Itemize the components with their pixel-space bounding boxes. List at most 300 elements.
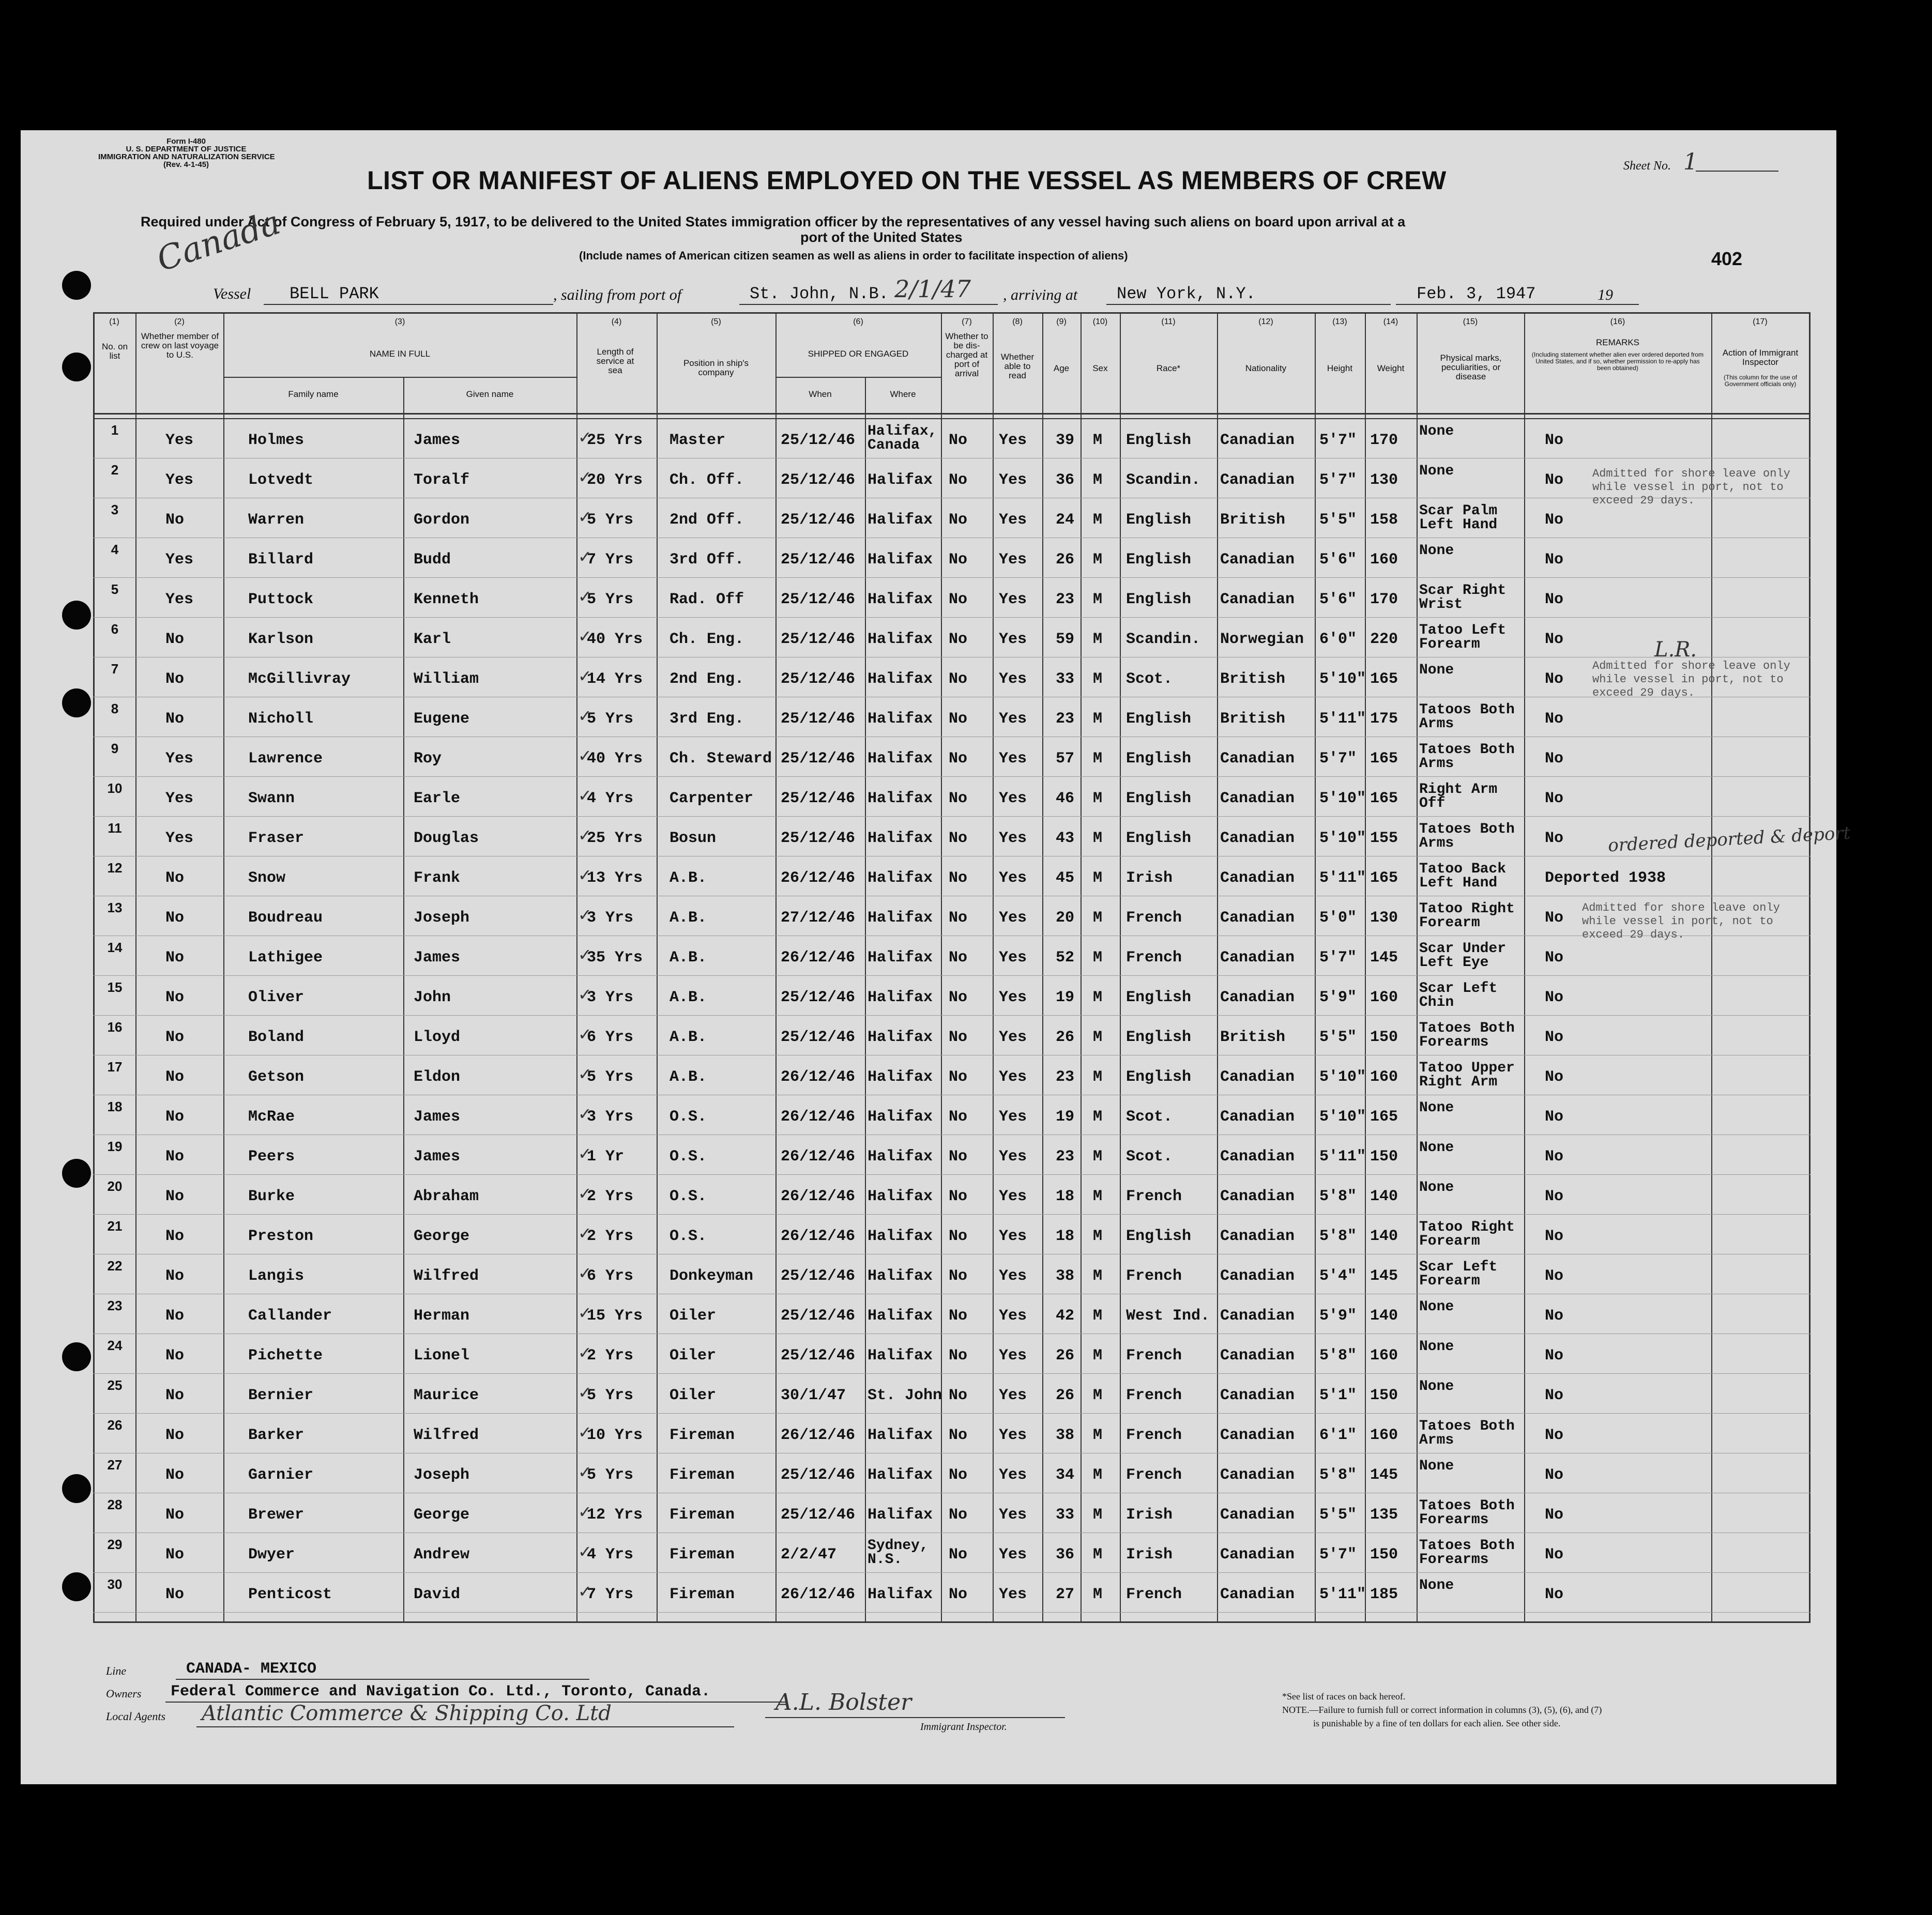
height: 5'5" (1319, 511, 1357, 529)
position: Ch. Eng. (670, 631, 744, 648)
weight: 160 (1370, 989, 1398, 1006)
age: 24 (1056, 511, 1075, 529)
weight: 158 (1370, 511, 1398, 529)
sex: M (1093, 989, 1103, 1006)
row-divider (93, 1612, 1811, 1613)
discharged: No (949, 1307, 968, 1325)
header-position: Position in ship's company (683, 358, 749, 377)
given-name: George (414, 1228, 470, 1245)
weight: 140 (1370, 1228, 1398, 1245)
shipped-when: 25/12/46 (781, 1506, 856, 1524)
given-name: Joseph (414, 909, 470, 927)
height: 5'11" (1319, 710, 1366, 728)
crew-last-voyage: No (165, 1466, 185, 1484)
race: English (1126, 511, 1192, 529)
discharged: No (949, 869, 968, 887)
physical-marks: Tatoo Right Forearm (1419, 1219, 1515, 1249)
check-mark-icon: ✓ (578, 1502, 592, 1522)
row-divider (93, 776, 1811, 777)
physical-marks: Tatoes Both Arms (1419, 1418, 1515, 1448)
length-of-service: 25 Yrs (587, 830, 643, 847)
family-name: Garnier (248, 1466, 314, 1484)
age: 36 (1056, 471, 1075, 489)
shipped-when: 26/12/46 (781, 1068, 856, 1086)
height: 5'9" (1319, 989, 1357, 1006)
nationality: British (1220, 1029, 1286, 1046)
age: 26 (1056, 1029, 1075, 1046)
family-name: Karlson (248, 631, 314, 648)
header-age: Age (1053, 363, 1070, 373)
weight: 150 (1370, 1029, 1398, 1046)
shipped-when: 25/12/46 (781, 551, 856, 569)
shipped-where: Halifax (868, 1108, 933, 1126)
remarks: No (1545, 1029, 1564, 1046)
nationality: Canadian (1220, 1506, 1295, 1524)
height: 5'4" (1319, 1267, 1357, 1285)
sex: M (1093, 631, 1103, 648)
shipped-when: 25/12/46 (781, 750, 856, 768)
sex: M (1093, 471, 1103, 489)
given-name: Wilfred (414, 1267, 479, 1285)
crew-last-voyage: No (165, 1387, 185, 1404)
col-no-1: (1) (109, 317, 119, 326)
physical-marks: None (1419, 1299, 1454, 1315)
owners-value: Federal Commerce and Navigation Co. Ltd., Toronto, Canada. (171, 1683, 711, 1700)
position: A.B. (670, 869, 707, 887)
discharged: No (949, 1546, 968, 1564)
nationality: British (1220, 511, 1286, 529)
sailing-label: , sailing from port of (553, 286, 682, 303)
weight: 165 (1370, 790, 1398, 807)
crew-last-voyage: Yes (165, 432, 194, 449)
able-to-read: Yes (999, 471, 1027, 489)
remarks: No (1545, 1427, 1564, 1444)
position: O.S. (670, 1108, 707, 1126)
fine-note-1: NOTE.—Failure to furnish full or correct information in columns (3), (5), (6), and (7) (1282, 1705, 1602, 1715)
height: 6'1" (1319, 1427, 1357, 1444)
length-of-service: 5 Yrs (587, 710, 634, 728)
weight: 170 (1370, 591, 1398, 608)
sex: M (1093, 1427, 1103, 1444)
sex: M (1093, 1347, 1103, 1365)
arrival-date: Feb. 3, 1947 (1417, 284, 1536, 303)
weight: 160 (1370, 1068, 1398, 1086)
subtitle-2: port of the United States (800, 229, 963, 245)
check-mark-icon: ✓ (578, 1542, 592, 1561)
remarks: No (1545, 432, 1564, 449)
nationality: Canadian (1220, 1228, 1295, 1245)
age: 38 (1056, 1427, 1075, 1444)
shipped-when: 30/1/47 (781, 1387, 846, 1404)
nationality: Canadian (1220, 1068, 1295, 1086)
length-of-service: 40 Yrs (587, 750, 643, 768)
able-to-read: Yes (999, 631, 1027, 648)
position: 3rd Eng. (670, 710, 744, 728)
position: Ch. Steward (670, 750, 772, 768)
check-mark-icon: ✓ (578, 706, 592, 726)
discharged: No (949, 1228, 968, 1245)
remarks: No (1545, 1068, 1564, 1086)
family-name: Snow (248, 869, 286, 887)
row-number: 26 (107, 1417, 123, 1433)
age: 26 (1056, 1387, 1075, 1404)
race: English (1126, 790, 1192, 807)
nationality: Canadian (1220, 790, 1295, 807)
nationality: Canadian (1220, 1108, 1295, 1126)
shipped-where: Halifax (868, 1307, 933, 1325)
length-of-service: 2 Yrs (587, 1228, 634, 1245)
arriving-label: , arriving at (1003, 286, 1078, 303)
physical-marks: None (1419, 423, 1454, 439)
length-of-service: 25 Yrs (587, 432, 643, 449)
discharged: No (949, 1267, 968, 1285)
shipped-where: Halifax (868, 750, 933, 768)
check-mark-icon: ✓ (578, 626, 592, 646)
shipped-where: Halifax (868, 989, 933, 1006)
weight: 145 (1370, 1466, 1398, 1484)
race: Irish (1126, 869, 1173, 887)
check-mark-icon: ✓ (578, 1104, 592, 1124)
crew-table (93, 312, 1851, 1623)
discharged: No (949, 1466, 968, 1484)
height: 5'7" (1319, 750, 1357, 768)
weight: 145 (1370, 1267, 1398, 1285)
given-name: David (414, 1586, 461, 1603)
able-to-read: Yes (999, 790, 1027, 807)
nationality: Canadian (1220, 750, 1295, 768)
nationality: Canadian (1220, 869, 1295, 887)
race: English (1126, 989, 1192, 1006)
row-number: 20 (107, 1178, 123, 1194)
stamped-remark-row6: Admitted for shore leave only while vessel in port, not to exceed 29 days. (1592, 660, 1790, 699)
age: 33 (1056, 1506, 1075, 1524)
height: 5'10" (1319, 830, 1366, 847)
nationality: Norwegian (1220, 631, 1304, 648)
able-to-read: Yes (999, 1188, 1027, 1205)
check-mark-icon: ✓ (578, 746, 592, 765)
weight: 150 (1370, 1546, 1398, 1564)
crew-last-voyage: Yes (165, 551, 194, 569)
shipped-where: Halifax (868, 1427, 933, 1444)
given-name: Douglas (414, 830, 479, 847)
nationality: Canadian (1220, 989, 1295, 1006)
race: English (1126, 830, 1192, 847)
crew-last-voyage: Yes (165, 750, 194, 768)
length-of-service: 2 Yrs (587, 1347, 634, 1365)
form-title: LIST OR MANIFEST OF ALIENS EMPLOYED ON THE VESSEL AS MEMBERS OF CREW (367, 166, 1447, 195)
sex: M (1093, 1188, 1103, 1205)
remarks: No (1545, 1148, 1564, 1166)
shipped-where: Halifax (868, 670, 933, 688)
shipped-when: 25/12/46 (781, 631, 856, 648)
position: A.B. (670, 1029, 707, 1046)
col-no-10: (10) (1092, 317, 1108, 326)
nationality: Canadian (1220, 1546, 1295, 1564)
sheet-label: Sheet No. (1623, 159, 1671, 173)
sex: M (1093, 1029, 1103, 1046)
weight: 160 (1370, 551, 1398, 569)
length-of-service: 35 Yrs (587, 949, 643, 967)
length-of-service: 4 Yrs (587, 790, 634, 807)
length-of-service: 10 Yrs (587, 1427, 643, 1444)
race: Irish (1126, 1546, 1173, 1564)
weight: 170 (1370, 432, 1398, 449)
given-name: Lloyd (414, 1029, 461, 1046)
discharged: No (949, 1188, 968, 1205)
shipped-where: Halifax (868, 1188, 933, 1205)
remarks: No (1545, 591, 1564, 608)
physical-marks: None (1419, 1179, 1454, 1196)
row-number: 1 (111, 422, 119, 438)
race: French (1126, 909, 1182, 927)
row-divider (93, 1015, 1811, 1016)
sex: M (1093, 1387, 1103, 1404)
race: English (1126, 551, 1192, 569)
header-no-on-list: No. on list (101, 342, 128, 361)
discharged: No (949, 1108, 968, 1126)
shipped-when: 25/12/46 (781, 989, 856, 1006)
sex: M (1093, 790, 1103, 807)
weight: 165 (1370, 869, 1398, 887)
able-to-read: Yes (999, 869, 1027, 887)
position: Fireman (670, 1506, 735, 1524)
age: 20 (1056, 909, 1075, 927)
shipped-when: 25/12/46 (781, 471, 856, 489)
position: Fireman (670, 1427, 735, 1444)
height: 5'9" (1319, 1307, 1357, 1325)
able-to-read: Yes (999, 1506, 1027, 1524)
shipped-when: 25/12/46 (781, 432, 856, 449)
shipped-where: Halifax (868, 1228, 933, 1245)
handwritten-initials: L.R. (1654, 638, 1697, 662)
crew-last-voyage: No (165, 670, 185, 688)
check-mark-icon: ✓ (578, 587, 592, 606)
row-number: 29 (107, 1537, 123, 1552)
nationality: Canadian (1220, 551, 1295, 569)
check-mark-icon: ✓ (578, 1064, 592, 1084)
position: O.S. (670, 1228, 707, 1245)
manifest-sheet (21, 130, 1851, 1784)
crew-last-voyage: No (165, 1546, 185, 1564)
family-name: Lathigee (248, 949, 323, 967)
sex: M (1093, 1586, 1103, 1603)
local-agents-label: Local Agents (106, 1710, 166, 1723)
position: Oiler (670, 1307, 717, 1325)
able-to-read: Yes (999, 1068, 1027, 1086)
family-name: Bernier (248, 1387, 314, 1404)
sheet-number-block (1623, 149, 1698, 175)
length-of-service: 4 Yrs (587, 1546, 634, 1564)
position: A.B. (670, 1068, 707, 1086)
given-name: John (414, 989, 451, 1006)
crew-last-voyage: No (165, 1068, 185, 1086)
shipped-where: Halifax (868, 471, 933, 489)
length-of-service: 5 Yrs (587, 1466, 634, 1484)
race: English (1126, 432, 1192, 449)
shipped-where: Halifax (868, 830, 933, 847)
position: Carpenter (670, 790, 754, 807)
race: West Ind. (1126, 1307, 1210, 1325)
able-to-read: Yes (999, 1466, 1027, 1484)
crew-last-voyage: No (165, 1586, 185, 1603)
nationality: Canadian (1220, 909, 1295, 927)
height: 5'7" (1319, 949, 1357, 967)
position: A.B. (670, 909, 707, 927)
check-mark-icon: ✓ (578, 1024, 592, 1044)
punch-hole (62, 271, 91, 300)
given-name: Maurice (414, 1387, 479, 1404)
remarks: No (1545, 710, 1564, 728)
shipped-where: Halifax (868, 591, 933, 608)
shipped-when: 26/12/46 (781, 869, 856, 887)
weight: 140 (1370, 1307, 1398, 1325)
discharged: No (949, 1148, 968, 1166)
position: Ch. Off. (670, 471, 744, 489)
col-no-8: (8) (1012, 317, 1023, 326)
able-to-read: Yes (999, 909, 1027, 927)
remarks: No (1545, 511, 1564, 529)
remarks: No (1545, 830, 1564, 847)
height: 5'7" (1319, 432, 1357, 449)
weight: 130 (1370, 471, 1398, 489)
nationality: Canadian (1220, 1586, 1295, 1603)
shipped-when: 25/12/46 (781, 710, 856, 728)
weight: 185 (1370, 1586, 1398, 1603)
header-name-in-full: NAME IN FULL (369, 349, 431, 359)
remarks: No (1545, 949, 1564, 967)
crew-last-voyage: Yes (165, 591, 194, 608)
able-to-read: Yes (999, 1427, 1027, 1444)
nationality: Canadian (1220, 830, 1295, 847)
physical-marks: Tatoo Upper Right Arm (1419, 1060, 1515, 1090)
height: 5'8" (1319, 1347, 1357, 1365)
subtitle-3: (Include names of American citizen seamen as well as aliens in order to facilitate inspection of aliens) (579, 249, 1128, 262)
header-when: When (809, 389, 832, 399)
col-no-5: (5) (711, 317, 721, 326)
weight: 165 (1370, 750, 1398, 768)
remarks: No (1545, 631, 1564, 648)
able-to-read: Yes (999, 830, 1027, 847)
given-name: Herman (414, 1307, 470, 1325)
shipped-where: Halifax (868, 1029, 933, 1046)
row-divider (93, 1413, 1811, 1414)
height: 5'10" (1319, 790, 1366, 807)
age: 43 (1056, 830, 1075, 847)
weight: 160 (1370, 1347, 1398, 1365)
shipped-when: 25/12/46 (781, 591, 856, 608)
able-to-read: Yes (999, 1148, 1027, 1166)
family-name: Burke (248, 1188, 295, 1205)
shipped-where: Halifax (868, 909, 933, 927)
shipped-when: 26/12/46 (781, 1148, 856, 1166)
header-able-to-read: Whether able to read (1000, 352, 1035, 380)
sex: M (1093, 511, 1103, 529)
col-no-13: (13) (1332, 317, 1347, 326)
crew-last-voyage: No (165, 1148, 185, 1166)
header-sex: Sex (1092, 363, 1108, 373)
shipped-when: 25/12/46 (781, 1466, 856, 1484)
remarks: No (1545, 1108, 1564, 1126)
family-name: Lawrence (248, 750, 323, 768)
row-number: 24 (107, 1338, 123, 1353)
race: Scot. (1126, 1148, 1173, 1166)
discharged: No (949, 551, 968, 569)
stamp-number: 402 (1711, 248, 1743, 269)
age: 19 (1056, 989, 1075, 1006)
age: 59 (1056, 631, 1075, 648)
age: 39 (1056, 432, 1075, 449)
family-name: McRae (248, 1108, 295, 1126)
position: Donkeyman (670, 1267, 754, 1285)
height: 5'10" (1319, 1108, 1366, 1126)
local-agents-value: Atlantic Commerce & Shipping Co. Ltd (202, 1702, 612, 1725)
shipped-where: Halifax (868, 1466, 933, 1484)
nationality: Canadian (1220, 1148, 1295, 1166)
check-mark-icon: ✓ (578, 1184, 592, 1203)
shipped-where: Halifax (868, 1506, 933, 1524)
sex: M (1093, 1068, 1103, 1086)
family-name: Fraser (248, 830, 305, 847)
given-name: Joseph (414, 1466, 470, 1484)
col-no-4: (4) (611, 317, 622, 326)
length-of-service: 14 Yrs (587, 670, 643, 688)
height: 5'11" (1319, 869, 1366, 887)
row-number: 28 (107, 1497, 123, 1512)
height: 5'6" (1319, 551, 1357, 569)
family-name: Peers (248, 1148, 295, 1166)
nationality: Canadian (1220, 591, 1295, 608)
race: English (1126, 1068, 1192, 1086)
row-number: 22 (107, 1258, 123, 1274)
physical-marks: Tatoes Both Forearms (1419, 1538, 1515, 1568)
col-no-14: (14) (1383, 317, 1398, 326)
family-name: Boland (248, 1029, 305, 1046)
handwritten-deport-note: ordered deported & deport (1607, 822, 1851, 856)
physical-marks: Scar Right Wrist (1419, 583, 1507, 612)
check-mark-icon: ✓ (578, 507, 592, 527)
discharged: No (949, 790, 968, 807)
sex: M (1093, 1466, 1103, 1484)
check-mark-icon: ✓ (578, 786, 592, 805)
race: French (1126, 1586, 1182, 1603)
shipped-where: Halifax, Canada (868, 423, 937, 453)
col-no-2: (2) (174, 317, 185, 326)
sex: M (1093, 1108, 1103, 1126)
weight: 150 (1370, 1148, 1398, 1166)
physical-marks: Tatoes Both Forearms (1419, 1020, 1515, 1050)
given-name: Toralf (414, 471, 470, 489)
remarks: No (1545, 1347, 1564, 1365)
shipped-where: Halifax (868, 710, 933, 728)
race: English (1126, 750, 1192, 768)
able-to-read: Yes (999, 591, 1027, 608)
physical-marks: None (1419, 1577, 1454, 1594)
family-name: Swann (248, 790, 295, 807)
physical-marks: Tatoo Left Forearm (1419, 622, 1507, 652)
shipped-when: 26/12/46 (781, 1108, 856, 1126)
crew-last-voyage: No (165, 1307, 185, 1325)
sex: M (1093, 670, 1103, 688)
length-of-service: 2 Yrs (587, 1188, 634, 1205)
age: 27 (1056, 1586, 1075, 1603)
check-mark-icon: ✓ (578, 825, 592, 845)
age: 23 (1056, 591, 1075, 608)
form-number: Form I-480 (166, 137, 206, 146)
remarks: No (1545, 1586, 1564, 1603)
able-to-read: Yes (999, 949, 1027, 967)
sex: M (1093, 1546, 1103, 1564)
shipped-when: 26/12/46 (781, 1188, 856, 1205)
